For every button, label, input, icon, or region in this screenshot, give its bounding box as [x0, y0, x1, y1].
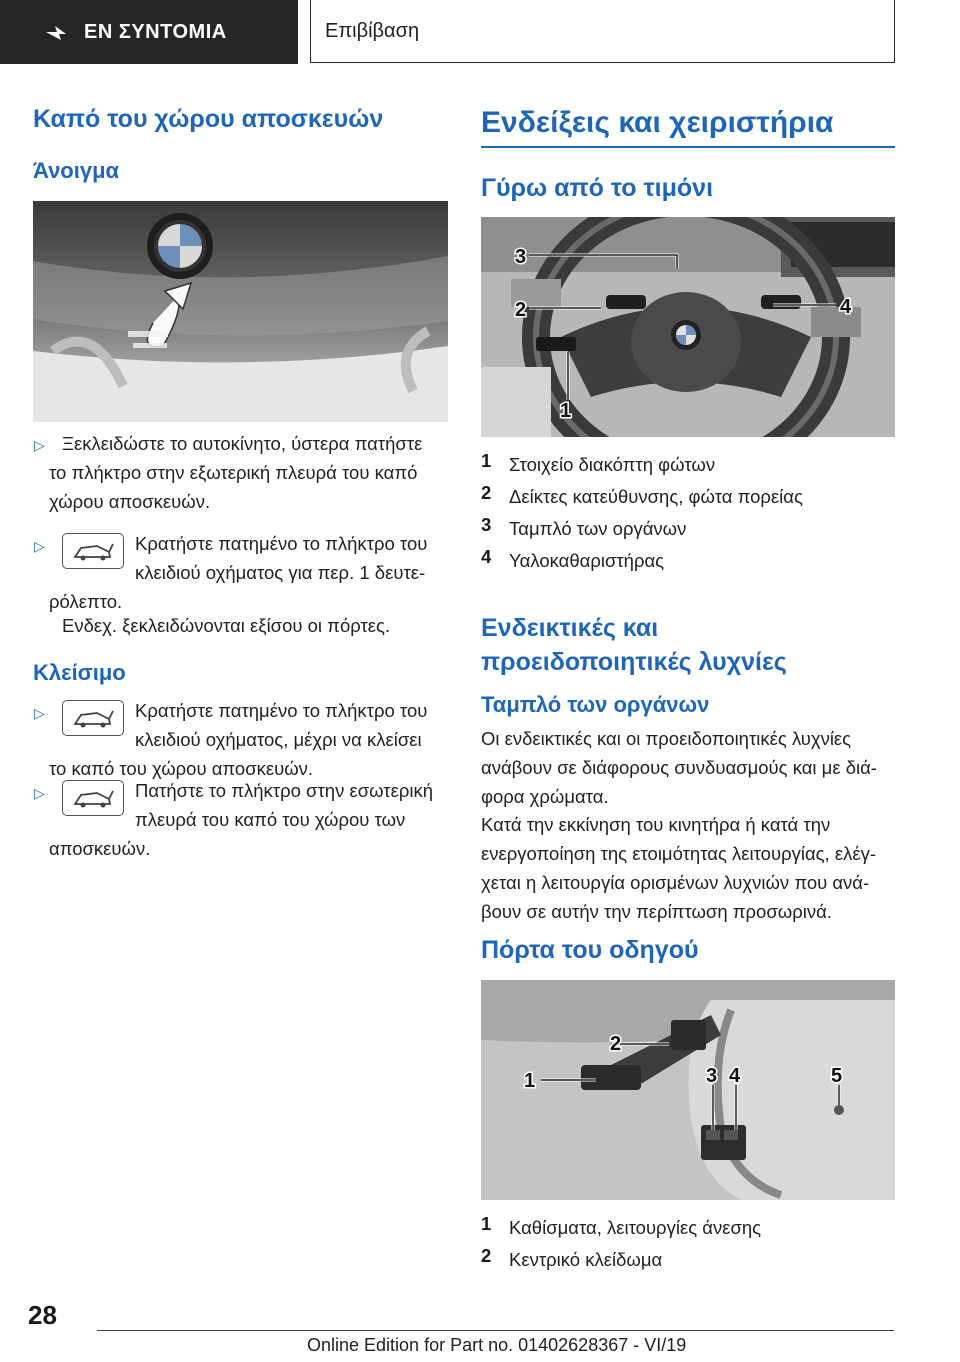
page-number: 28	[28, 1300, 57, 1330]
steering-wheel-photo	[481, 217, 895, 437]
bullet-marker: ▷	[34, 538, 45, 554]
bullet-marker: ▷	[34, 785, 45, 801]
closing-heading: Κλείσιμο	[33, 660, 126, 685]
closing-step-2: Πατήστε το πλήκτρο στην εσωτερική πλευρά του καπό του χώρου των αποσκευών.	[49, 780, 434, 859]
opening-step-2: Κρατήστε πατημένο το πλήκτρο του κλειδιού οχήματος για περ. 1 δευτε- ρόλεπτο.	[49, 533, 428, 612]
callout-1: 1	[560, 400, 572, 422]
instrument-cluster-subheading: Ταμπλό των οργάνων	[481, 692, 710, 717]
driver-door-heading: Πόρτα του οδηγού	[481, 936, 699, 964]
callout-3: 3	[706, 1065, 718, 1087]
controls-title: Ενδείξεις και χειριστήρια	[481, 106, 834, 139]
section-tab[interactable]	[0, 0, 298, 64]
opening-step-1: Ξεκλειδώστε το αυτοκίνητο, ύστερα πατήστε το πλήκτρο στην εξωτερική πλευρά του καπό χώρου αποσκευών.	[49, 433, 423, 512]
closing-step-1: Κρατήστε πατημένο το πλήκτρο του κλειδιού οχήματος, μέχρι να κλείσει το καπό του χώρου αποσκευών.	[49, 700, 428, 779]
bullet-marker: ▷	[34, 437, 45, 453]
trunk-lid-title: Καπό του χώρου αποσκευών	[33, 105, 384, 133]
lamps-paragraph-2: Κατά την εκκίνηση του κινητήρα ή κατά την ενεργοποίηση της ετοιμότητας λειτουργίας, ελέγ- χεται η λειτουργία ορισμένων λυχνιών που ανά- βουν σε αυτήν την περίπτωση προσωρινά.	[481, 814, 876, 922]
title-rule	[481, 146, 895, 148]
callout-1: 1	[524, 1070, 536, 1092]
opening-heading: Άνοιγμα	[33, 158, 120, 183]
callout-4: 4	[729, 1065, 741, 1087]
trunk-button-photo	[33, 201, 448, 422]
chapter-header	[310, 0, 895, 63]
footer-rule	[97, 1330, 894, 1331]
callout-2: 2	[515, 299, 527, 321]
lamps-paragraph-1: Οι ενδεικτικές και οι προειδοποιητικές λυχνίες ανάβουν σε διάφορους συνδυασμούς και με διά- φορα χρώματα.	[481, 728, 877, 807]
section-tab-label: ΕΝ ΣΥΝΤΟΜΙΑ	[84, 20, 227, 43]
steering-wheel-heading: Γύρω από το τιμόνι	[481, 174, 714, 202]
callout-2: 2	[610, 1033, 622, 1055]
callout-5: 5	[831, 1065, 843, 1087]
opening-note: Ενδεχ. ξεκλειδώνονται εξίσου οι πόρτες.	[62, 615, 391, 636]
chapter-title: Επιβίβαση	[325, 19, 420, 42]
driver-door-photo	[481, 980, 895, 1200]
callout-4: 4	[840, 296, 852, 318]
quick-guide-icon	[44, 22, 68, 42]
edition-note: Online Edition for Part no. 01402628367 - VI/19	[307, 1335, 687, 1355]
trunk-key-button-icon	[62, 700, 124, 736]
trunk-key-button-icon	[62, 533, 124, 569]
bullet-marker: ▷	[34, 705, 45, 721]
trunk-inner-button-icon	[62, 780, 124, 816]
indicator-lamps-heading: Ενδεικτικές και προειδοποιητικές λυχνίες	[481, 614, 787, 676]
callout-3: 3	[515, 246, 527, 268]
